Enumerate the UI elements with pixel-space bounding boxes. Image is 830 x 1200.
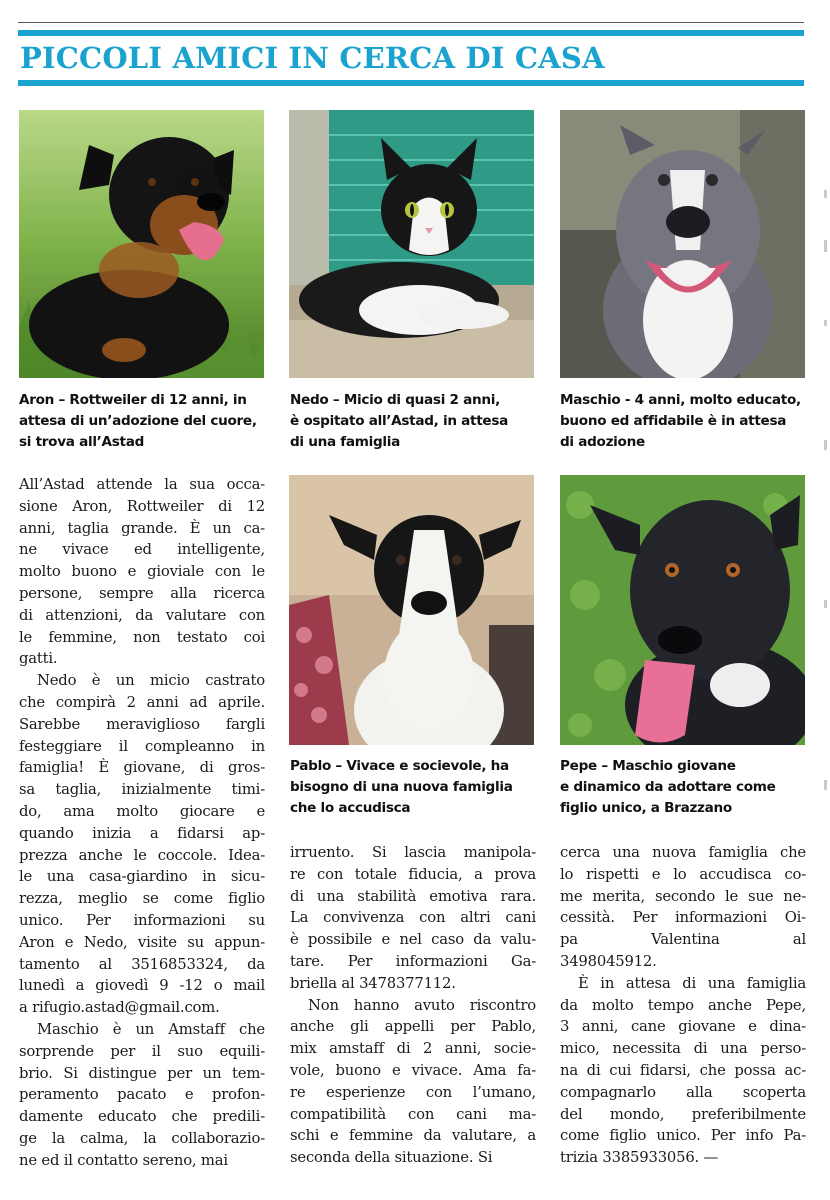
rottweiler-photo [19, 110, 264, 378]
article-line: rezza, meglio se come figlio [19, 890, 265, 908]
article-line: tamento al 3516853324, da [19, 955, 265, 973]
article-line: cessità. Per informazioni Oi- [560, 909, 806, 927]
page-title: PICCOLI AMICI IN CERCA DI CASA [20, 41, 605, 75]
article-line: sa taglia, inizialmente timi- [19, 781, 265, 799]
article-line: 3 anni, cane giovane e dina- [560, 1018, 806, 1036]
article-line: festeggiare il compleanno in [19, 737, 265, 755]
article-line: Nedo è un micio castrato [37, 672, 265, 690]
caption-pablo-line: Pablo – Vivace e socievole, ha [290, 758, 509, 774]
caption-maschio [560, 390, 810, 453]
caption-nedo [290, 390, 540, 453]
article-line: tare. Per informazioni Ga- [290, 952, 536, 970]
caption-aron [19, 390, 269, 453]
article-line: 3498045912. [560, 952, 657, 970]
caption-pepe-line: Pepe – Maschio giovane [560, 758, 736, 774]
headline-bottom-rule [18, 80, 804, 86]
article-line: Non hanno avuto riscontro [308, 996, 536, 1014]
caption-maschio-line: Maschio - 4 anni, molto educato, [560, 392, 801, 408]
pablo-photo [289, 475, 534, 745]
article-line: Sarebbe meraviglioso fargli [19, 715, 265, 733]
caption-aron-line: si trova all’Astad [19, 434, 145, 450]
article-line: re esperienze con l’umano, [290, 1083, 536, 1101]
caption-maschio-line: di adozione [560, 434, 645, 450]
headline-top-rule [18, 30, 804, 36]
article-line: ne ed il contatto sereno, mai [19, 1151, 228, 1169]
article-line: gatti. [19, 650, 58, 668]
article-line: compatibilità con cani ma- [290, 1105, 536, 1123]
caption-aron-line: Aron – Rottweiler di 12 anni, in [19, 392, 247, 408]
article-line: da molto tempo anche Pepe, [560, 996, 806, 1014]
article-line: quando inizia a fidarsi ap- [19, 824, 265, 842]
top-thin-rule [18, 22, 804, 23]
article-line: brio. Si distingue per un tem- [19, 1064, 265, 1082]
article-line: anche gli appelli per Pablo, [290, 1018, 536, 1036]
article-line: trizia 3385933056. — [560, 1149, 719, 1167]
article-line: famiglia! È giovane, di gros- [19, 759, 265, 777]
article-line: sorprende per il suo equili- [19, 1042, 265, 1060]
article-line: molto buono e gioviale con le [19, 563, 265, 581]
article-line: le una casa-giardino in sicu- [19, 868, 265, 886]
article-line: mix amstaff di 2 anni, socie- [290, 1040, 536, 1058]
caption-pablo-line: che lo accudisca [290, 800, 411, 816]
article-line: na di cui fidarsi, che possa ac- [560, 1061, 806, 1079]
caption-nedo-line: è ospitato all’Astad, in attesa [290, 413, 509, 429]
amstaff-photo [560, 110, 805, 378]
article-line: È in attesa di una famiglia [578, 974, 806, 992]
article-line: di una stabilità emotiva rara. [290, 887, 536, 905]
caption-pablo [290, 756, 540, 819]
article-line: a rifugio.astad@gmail.com. [19, 999, 220, 1017]
article-line: le femmine, non testato coi [19, 628, 265, 646]
article-line: di attenzioni, da valutare con [19, 606, 265, 624]
article-line: vole, buono e vivace. Ama fa- [290, 1061, 536, 1079]
article-line: lo rispetti e lo accudisca co- [560, 865, 806, 883]
article-column-3 [560, 842, 806, 1169]
article-line: La convivenza con altri cani [290, 909, 536, 927]
caption-aron-line: attesa di un’adozione del cuore, [19, 413, 257, 429]
cat-photo [289, 110, 534, 378]
caption-pablo-line: bisogno di una nuova famiglia [290, 779, 513, 795]
caption-pepe-line: figlio unico, a Brazzano [560, 800, 732, 816]
article-line: lunedì a giovedì 9 -12 o mail [19, 977, 265, 995]
article-line: me merita, secondo le sue ne- [560, 887, 806, 905]
caption-pepe-line: e dinamico da adottare come [560, 779, 776, 795]
article-line: che compirà 2 anni ad aprile. [19, 693, 265, 711]
article-line: unico. Per informazioni su [19, 911, 265, 929]
caption-nedo-line: Nedo – Micio di quasi 2 anni, [290, 392, 500, 408]
article-line: prezza anche le coccole. Idea- [19, 846, 265, 864]
article-line: compagnarlo alla scoperta [560, 1083, 806, 1101]
article-line: seconda della situazione. Si [290, 1149, 493, 1167]
article-column-1 [19, 474, 265, 1172]
article-line: mico, necessita di una perso- [560, 1040, 806, 1058]
article-line: cerca una nuova famiglia che [560, 844, 806, 861]
article-line: ge la calma, la collaborazio- [19, 1129, 265, 1147]
article-line: persone, sempre alla ricerca [19, 584, 265, 602]
article-line: All’Astad attende la sua occa- [19, 476, 265, 493]
pepe-photo [560, 475, 805, 745]
caption-pepe [560, 756, 810, 819]
article-line: anni, taglia grande. È un ca- [19, 519, 265, 537]
article-line: re con totale fiducia, a prova [290, 865, 536, 883]
article-line: peramento pacato e profon- [19, 1086, 265, 1104]
article-column-2 [290, 842, 536, 1169]
article-line: come figlio unico. Per info Pa- [560, 1127, 806, 1145]
page-edge-margin [820, 180, 830, 1080]
article-line: briella al 3478377112. [290, 974, 456, 992]
article-line: ne vivace ed intelligente, [19, 541, 265, 559]
article-line: irruento. Si lascia manipola- [290, 844, 536, 861]
article-line: è possibile e nel caso da valu- [290, 931, 536, 949]
article-line: damente educato che predili- [19, 1108, 265, 1126]
article-line: del mondo, preferibilmente [560, 1105, 806, 1123]
caption-nedo-line: di una famiglia [290, 434, 401, 450]
caption-maschio-line: buono ed affidabile è in attesa [560, 413, 787, 429]
article-line: sione Aron, Rottweiler di 12 [19, 497, 265, 515]
article-line: Aron e Nedo, visite su appun- [19, 933, 265, 951]
article-line: pa Valentina al [560, 931, 806, 949]
article-line: schi e femmine da valutare, a [290, 1127, 536, 1145]
article-line: do, ama molto giocare e [19, 802, 265, 820]
article-line: Maschio è un Amstaff che [37, 1020, 265, 1038]
